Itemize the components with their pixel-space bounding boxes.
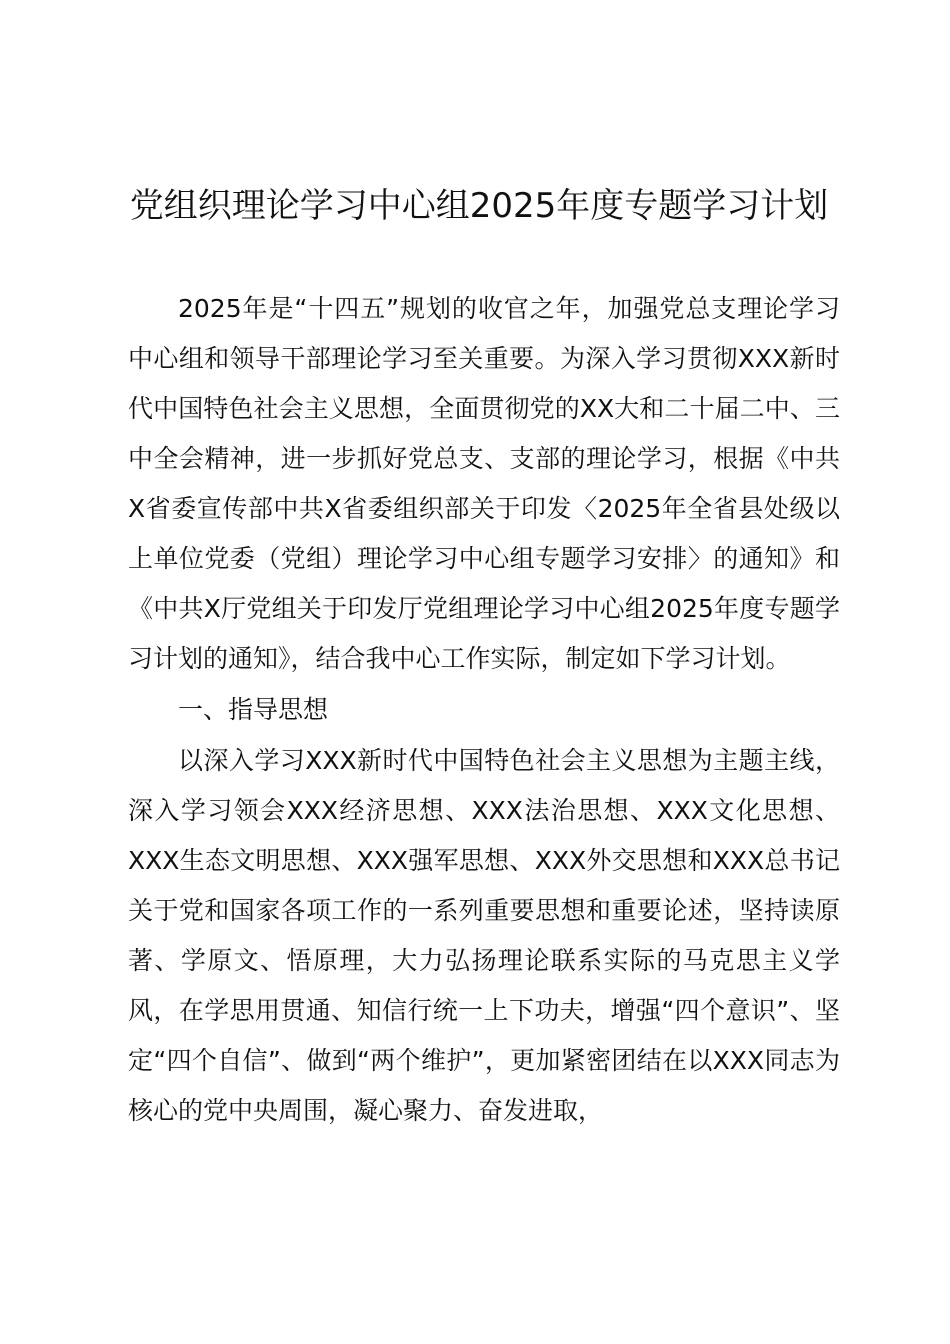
- section-heading-guiding-ideology: 一、指导思想: [178, 695, 329, 724]
- document-title: 党组织理论学习中心组2025年度专题学习计划: [129, 186, 829, 226]
- section-body-guiding-ideology: 以深入学习XXX新时代中国特色社会主义思想为主题主线，深入学习领会XXX经济思想、XXX法治思想、XXX文化思想、XXX生态文明思想、XXX强军思想、XXX外交思想和XXX总书记关于党和国家各项工作的一系列重要思想和重要论述，坚持读原著、学原文、悟原理，大力弘扬理论联系实际的马克思主义学风，在学思用贯通、知信行统一上下功夫，增强“四个意识”、坚定“四个自信”、做到“两个维护”，更加紧密团结在以XXX同志为核心的党中央周围，凝心聚力、奋发进取，: [128, 746, 840, 1125]
- document-body: [128, 284, 840, 1136]
- intro-paragraph: 2025年是“十四五”规划的收官之年，加强党总支理论学习中心组和领导干部理论学习至关重要。为深入学习贯彻XXX新时代中国特色社会主义思想，全面贯彻党的XX大和二十届二中、三中全会精神，进一步抓好党总支、支部的理论学习，根据《中共X省委宣传部中共X省委组织部关于印发〈2025年全省县处级以上单位党委（党组）理论学习中心组专题学习安排〉的通知》和《中共X厅党组关于印发厅党组理论学习中心组2025年度专题学习计划的通知》，结合我中心工作实际，制定如下学习计划。: [128, 294, 840, 673]
